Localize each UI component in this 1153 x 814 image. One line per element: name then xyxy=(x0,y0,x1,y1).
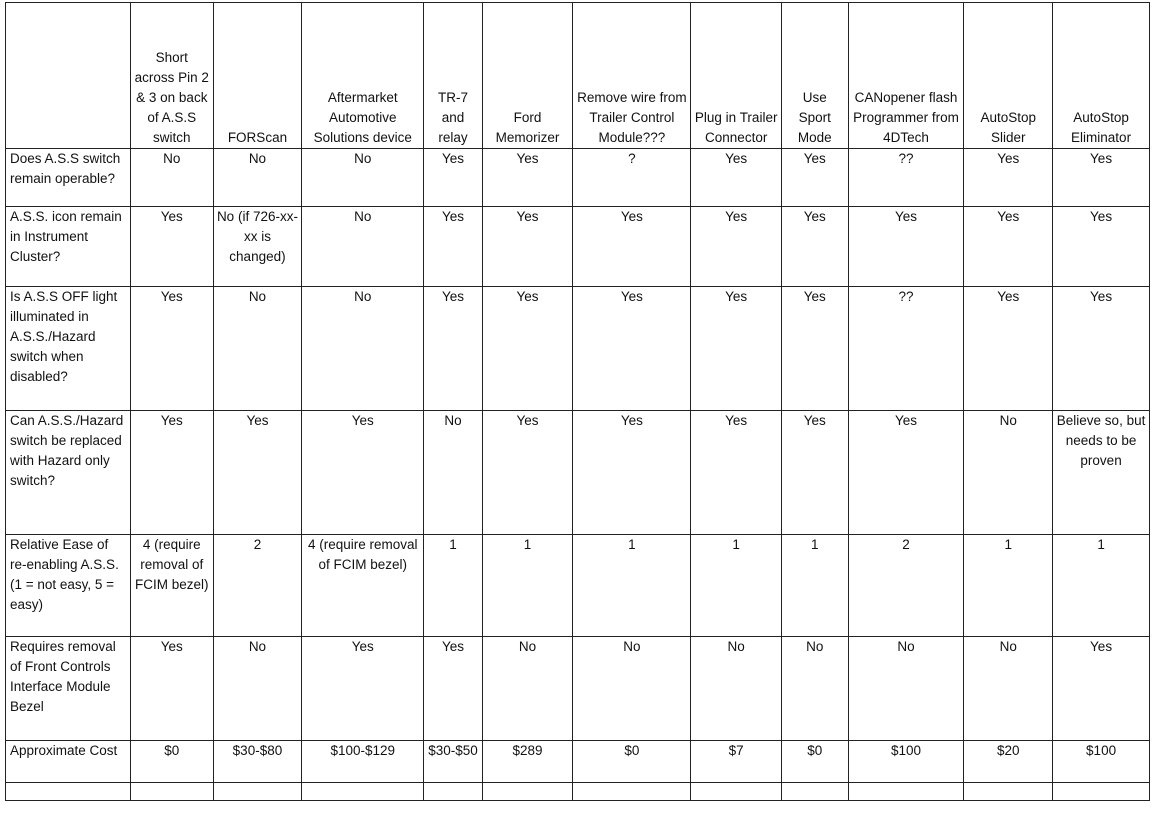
table-cell: Yes xyxy=(573,411,691,535)
table-row xyxy=(6,411,1150,535)
table-cell: Yes xyxy=(424,207,482,287)
table-cell: No xyxy=(302,207,424,287)
table-cell: 1 xyxy=(782,535,849,637)
table-cell: Yes xyxy=(1053,149,1150,207)
table-cell: Yes xyxy=(424,637,482,741)
table-cell: 1 xyxy=(573,535,691,637)
table-cell: No xyxy=(213,637,302,741)
empty-cell xyxy=(573,783,691,801)
column-header: AutoStop Eliminator xyxy=(1053,3,1150,149)
table-cell: No xyxy=(848,637,964,741)
table-cell: No xyxy=(573,637,691,741)
column-header: Remove wire from Trailer Control Module??? xyxy=(573,3,691,149)
table-row xyxy=(6,637,1150,741)
table-cell: Yes xyxy=(964,149,1053,207)
table-cell: Yes xyxy=(302,411,424,535)
table-cell: Yes xyxy=(482,287,573,411)
table-cell: Yes xyxy=(424,287,482,411)
empty-cell xyxy=(691,783,782,801)
empty-cell xyxy=(782,783,849,801)
table-cell: ? xyxy=(573,149,691,207)
empty-row xyxy=(6,783,1150,801)
row-label: Requires removal of Front Controls Interface Module Bezel xyxy=(6,637,131,741)
table-cell: No (if 726-xx-xx is changed) xyxy=(213,207,302,287)
table-cell: Yes xyxy=(848,411,964,535)
table-cell: Yes xyxy=(1053,287,1150,411)
comparison-table xyxy=(5,2,1150,801)
table-row xyxy=(6,741,1150,783)
column-header: Use Sport Mode xyxy=(782,3,849,149)
table-cell: Yes xyxy=(302,637,424,741)
table-cell: Yes xyxy=(848,207,964,287)
column-header: AutoStop Slider xyxy=(964,3,1053,149)
empty-cell xyxy=(1053,783,1150,801)
table-cell: No xyxy=(964,411,1053,535)
table-cell: Yes xyxy=(1053,637,1150,741)
table-row xyxy=(6,207,1150,287)
table-cell: No xyxy=(302,287,424,411)
table-cell: Yes xyxy=(573,207,691,287)
table-cell: Believe so, but needs to be proven xyxy=(1053,411,1150,535)
row-label: Does A.S.S switch remain operable? xyxy=(6,149,131,207)
empty-cell xyxy=(130,783,213,801)
row-label: Is A.S.S OFF light illuminated in A.S.S./Hazard switch when disabled? xyxy=(6,287,131,411)
column-header: CANopener flash Programmer from 4DTech xyxy=(848,3,964,149)
table-cell: $0 xyxy=(782,741,849,783)
table-cell: Yes xyxy=(482,149,573,207)
column-header: Ford Memorizer xyxy=(482,3,573,149)
table-cell: No xyxy=(782,637,849,741)
table-cell: Yes xyxy=(691,287,782,411)
table-cell: 1 xyxy=(964,535,1053,637)
table-cell: Yes xyxy=(782,149,849,207)
column-header: Aftermarket Automotive Solutions device xyxy=(302,3,424,149)
table-cell: No xyxy=(213,287,302,411)
table-cell: No xyxy=(302,149,424,207)
table-cell: $100 xyxy=(848,741,964,783)
table-cell: $100 xyxy=(1053,741,1150,783)
table-cell: 4 (require removal of FCIM bezel) xyxy=(302,535,424,637)
column-header: TR-7 and relay xyxy=(424,3,482,149)
empty-cell xyxy=(424,783,482,801)
table-cell: No xyxy=(964,637,1053,741)
empty-cell xyxy=(848,783,964,801)
table-cell: Yes xyxy=(424,149,482,207)
table-cell: No xyxy=(130,149,213,207)
column-header: FORScan xyxy=(213,3,302,149)
table-row xyxy=(6,535,1150,637)
table-cell: Yes xyxy=(130,637,213,741)
table-row xyxy=(6,287,1150,411)
table-cell: 1 xyxy=(1053,535,1150,637)
table-cell: Yes xyxy=(482,207,573,287)
table-cell: $30-$50 xyxy=(424,741,482,783)
empty-cell xyxy=(6,783,131,801)
table-cell: Yes xyxy=(130,207,213,287)
corner-cell xyxy=(6,3,131,149)
column-header: Plug in Trailer Connector xyxy=(691,3,782,149)
table-cell: Yes xyxy=(573,287,691,411)
table-cell: 1 xyxy=(482,535,573,637)
table-cell: Yes xyxy=(482,411,573,535)
table-cell: 2 xyxy=(213,535,302,637)
table-cell: Yes xyxy=(130,287,213,411)
table-cell: Yes xyxy=(691,149,782,207)
table-cell: Yes xyxy=(691,207,782,287)
table-row xyxy=(6,149,1150,207)
column-header: Short across Pin 2 & 3 on back of A.S.S switch xyxy=(130,3,213,149)
table-cell: Yes xyxy=(691,411,782,535)
empty-cell xyxy=(302,783,424,801)
table-cell: Yes xyxy=(782,411,849,535)
empty-cell xyxy=(213,783,302,801)
header-row xyxy=(6,3,1150,149)
table-cell: $0 xyxy=(573,741,691,783)
table-cell: $20 xyxy=(964,741,1053,783)
table-cell: Yes xyxy=(130,411,213,535)
table-cell: 1 xyxy=(424,535,482,637)
table-cell: Yes xyxy=(964,287,1053,411)
table-cell: $289 xyxy=(482,741,573,783)
table-cell: 1 xyxy=(691,535,782,637)
table-cell: $100-$129 xyxy=(302,741,424,783)
table-cell: $30-$80 xyxy=(213,741,302,783)
table-cell: ?? xyxy=(848,287,964,411)
row-label: Relative Ease of re-enabling A.S.S. (1 = not easy, 5 = easy) xyxy=(6,535,131,637)
table-cell: No xyxy=(691,637,782,741)
empty-cell xyxy=(964,783,1053,801)
table-cell: No xyxy=(482,637,573,741)
table-cell: $0 xyxy=(130,741,213,783)
table-cell: Yes xyxy=(1053,207,1150,287)
table-cell: ?? xyxy=(848,149,964,207)
row-label: Can A.S.S./Hazard switch be replaced with Hazard only switch? xyxy=(6,411,131,535)
table-cell: Yes xyxy=(964,207,1053,287)
table-cell: 2 xyxy=(848,535,964,637)
table-cell: No xyxy=(213,149,302,207)
row-label: Approximate Cost xyxy=(6,741,131,783)
table-cell: $7 xyxy=(691,741,782,783)
table-cell: Yes xyxy=(782,207,849,287)
table-cell: Yes xyxy=(782,287,849,411)
table-cell: 4 (require removal of FCIM bezel) xyxy=(130,535,213,637)
empty-cell xyxy=(482,783,573,801)
row-label: A.S.S. icon remain in Instrument Cluster? xyxy=(6,207,131,287)
table-cell: No xyxy=(424,411,482,535)
table-cell: Yes xyxy=(213,411,302,535)
